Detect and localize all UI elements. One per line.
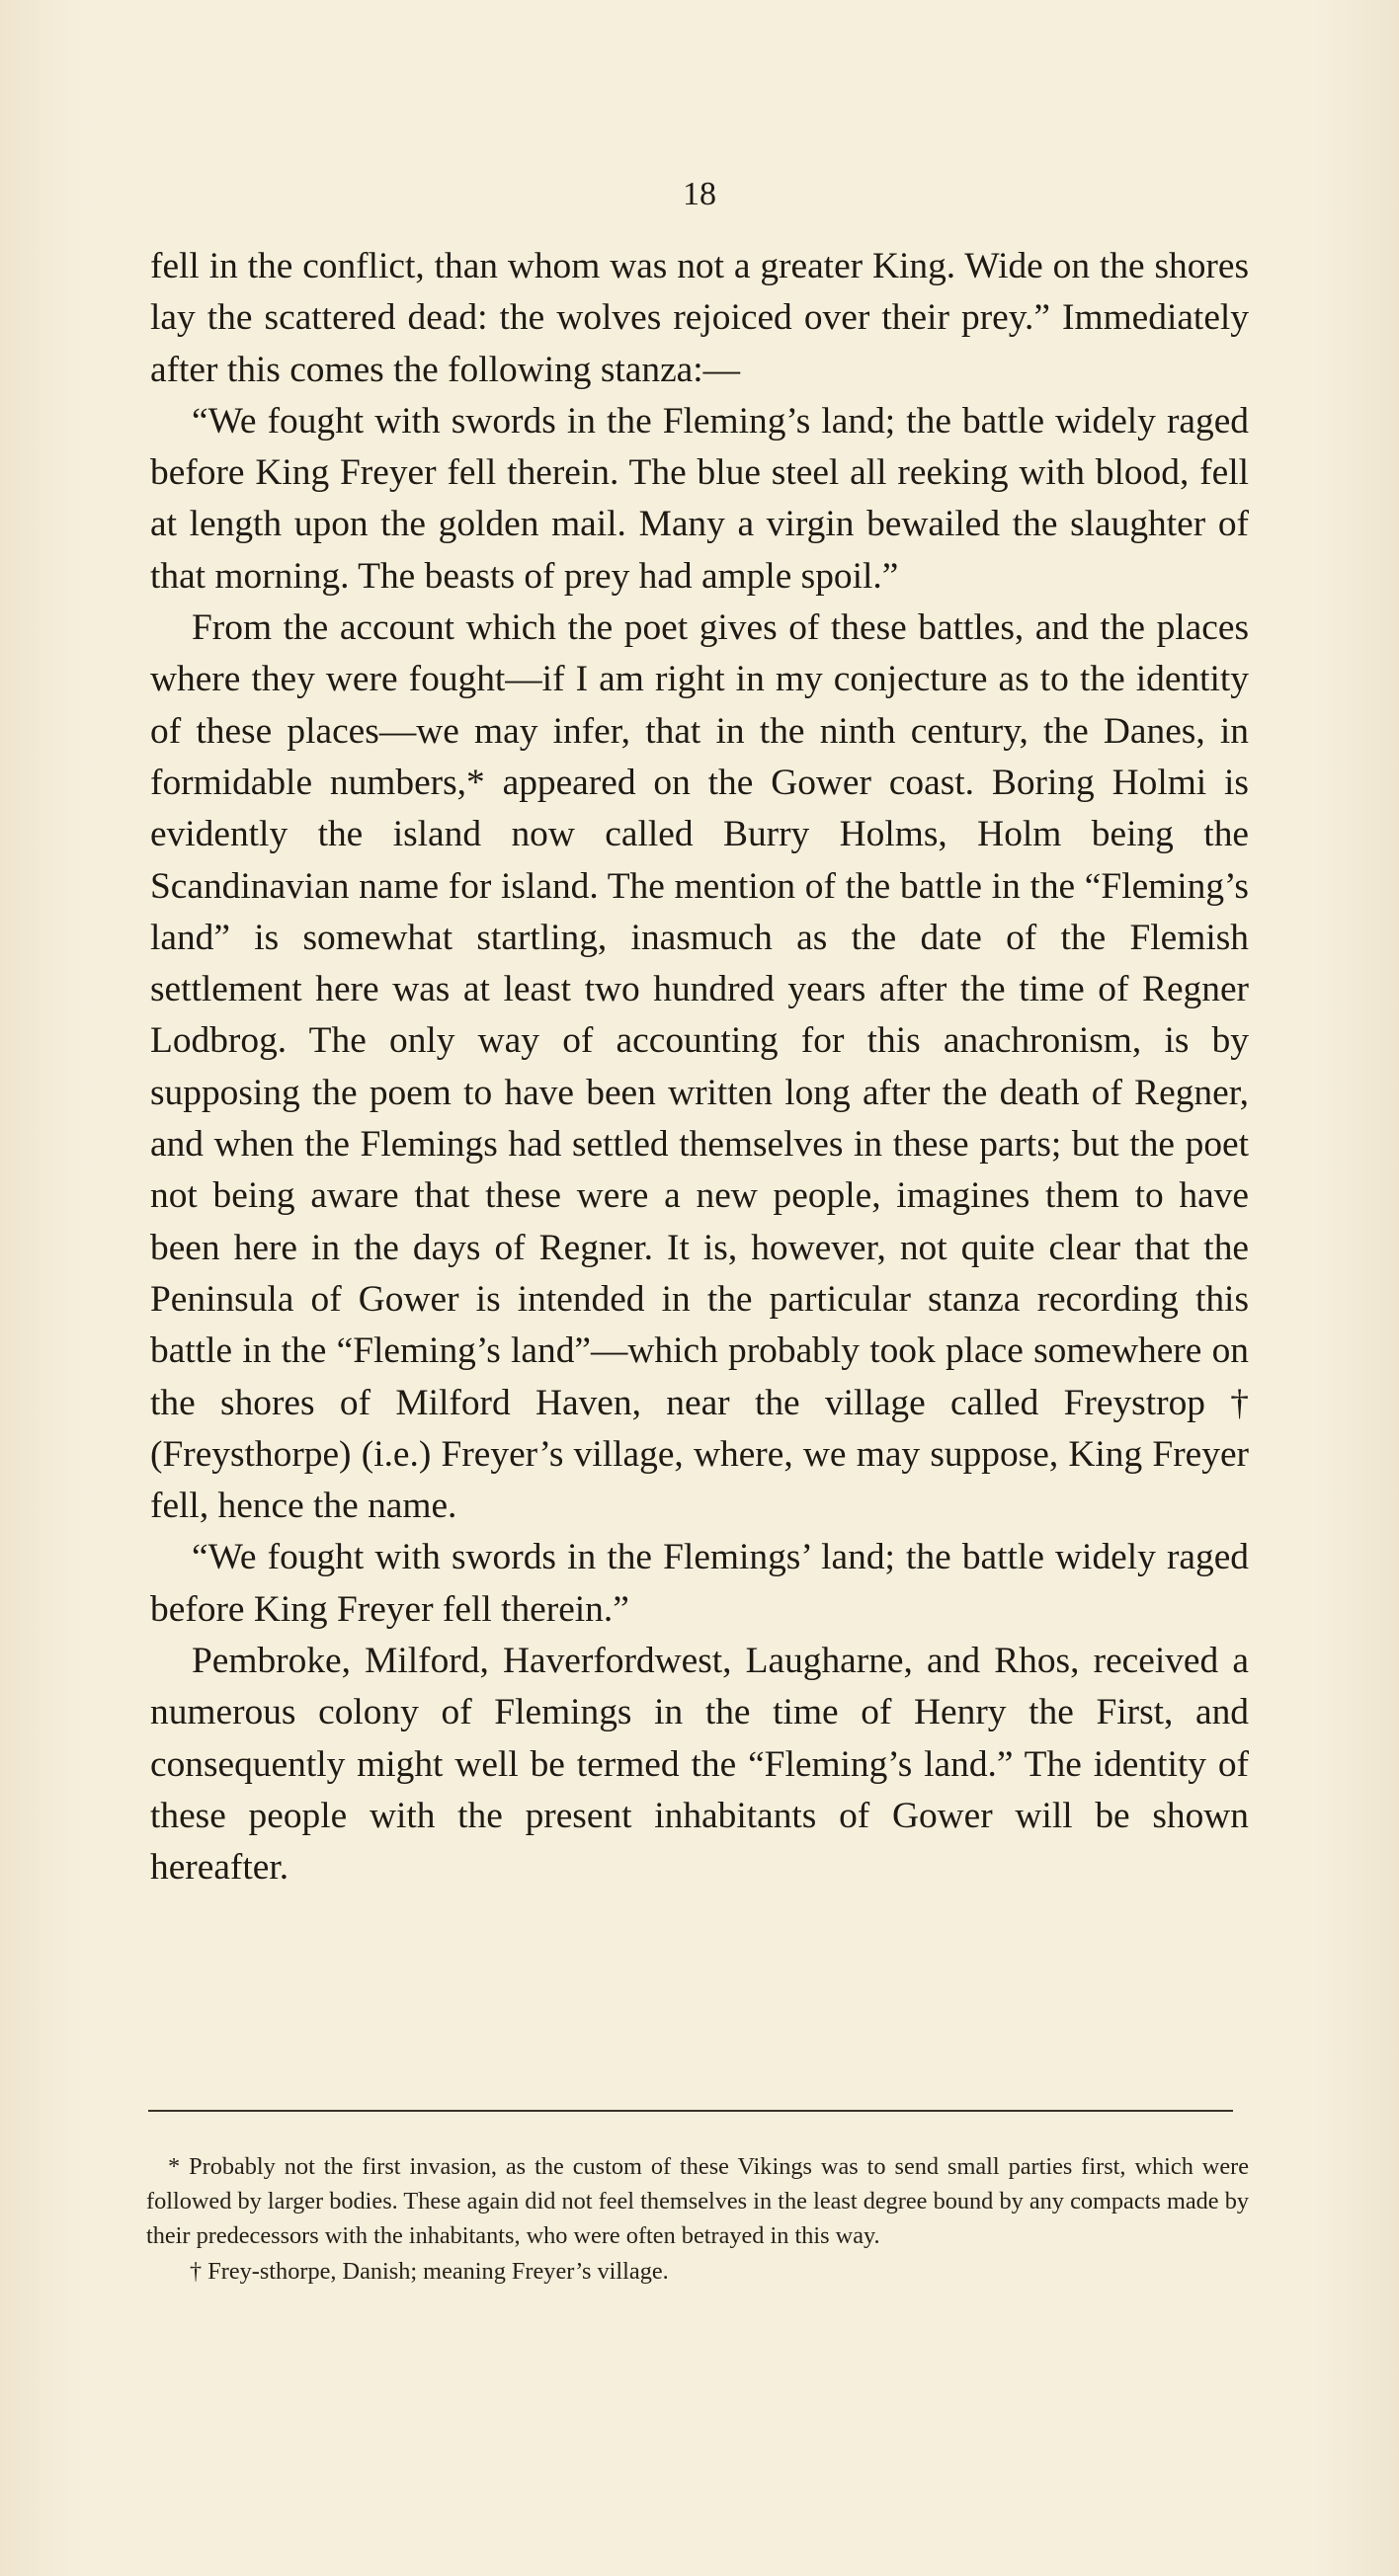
paragraph-3: From the account which the poet gives of these battles, and the places where they were fought—if I am right in my conjecture as to the identity of these places—we may infer, that in the ninth century, the Danes, in formidable numbers,* appeared on the Gower coast. Boring Holmi is evidently the island now called Burry Holms, Holm being the Scandinavian name for island. The mention of the battle in the “Fleming’s land” is somewhat startling, inasmuch as the date of the Flemish settlement here was at least two hundred years after the time of Regner Lodbrog. The only way of accounting for this anachronism, is by supposing the poem to have been written long after the death of Regner, and when the Flemings had settled themselves in these parts; but the poet not being aware that these were a new people, imagines them to have been here in the days of Regner. It is, however, not quite clear that the Peninsula of Gower is intended in the particular stanza recording this battle in the “Fleming’s land”—which probably took place somewhere on the shores of Milford Haven, near the village called Freystrop † (Freysthorpe) (i.e.) Freyer’s village, where, we may suppose, King Freyer fell, hence the name. [150,607,1249,1527]
footnote-divider [148,2110,1233,2112]
footnotes [146,2149,1249,2289]
paragraph-5: Pembroke, Milford, Haverfordwest, Laugharne, and Rhos, received a numerous colony of Flemings in the time of Henry the First, and consequently might well be termed the “Fleming’s land.” The identity of these people with the present inhabitants of Gower will be shown hereafter. [150,1641,1249,1889]
page-number: 18 [683,176,716,212]
paragraph-4: “We fought with swords in the Flemings’ land; the battle widely raged before King Freyer fell therein.” [150,1537,1249,1630]
footnote-dagger: † Frey-sthorpe, Danish; meaning Freyer’s village. [190,2257,669,2285]
body-text [150,241,1249,1894]
footnote-asterisk: * Probably not the first invasion, as the custom of these Vikings was to send small parties first, which were followed by larger bodies. These again did not feel themselves in the least degree bound by any compacts made by their predecessors with the inhabitants, who were often betrayed in this way. [146,2153,1249,2250]
paragraph-2: “We fought with swords in the Fleming’s land; the battle widely raged before King Freyer fell therein. The blue steel all reeking with blood, fell at length upon the golden mail. Many a virgin bewailed the slaughter of that morning. The beasts of prey had ample spoil.” [150,400,1249,597]
paragraph-1: fell in the conflict, than whom was not a greater King. Wide on the shores lay the scattered dead: the wolves rejoiced over their prey.” Immediately after this comes the following stanza:— [150,246,1249,390]
